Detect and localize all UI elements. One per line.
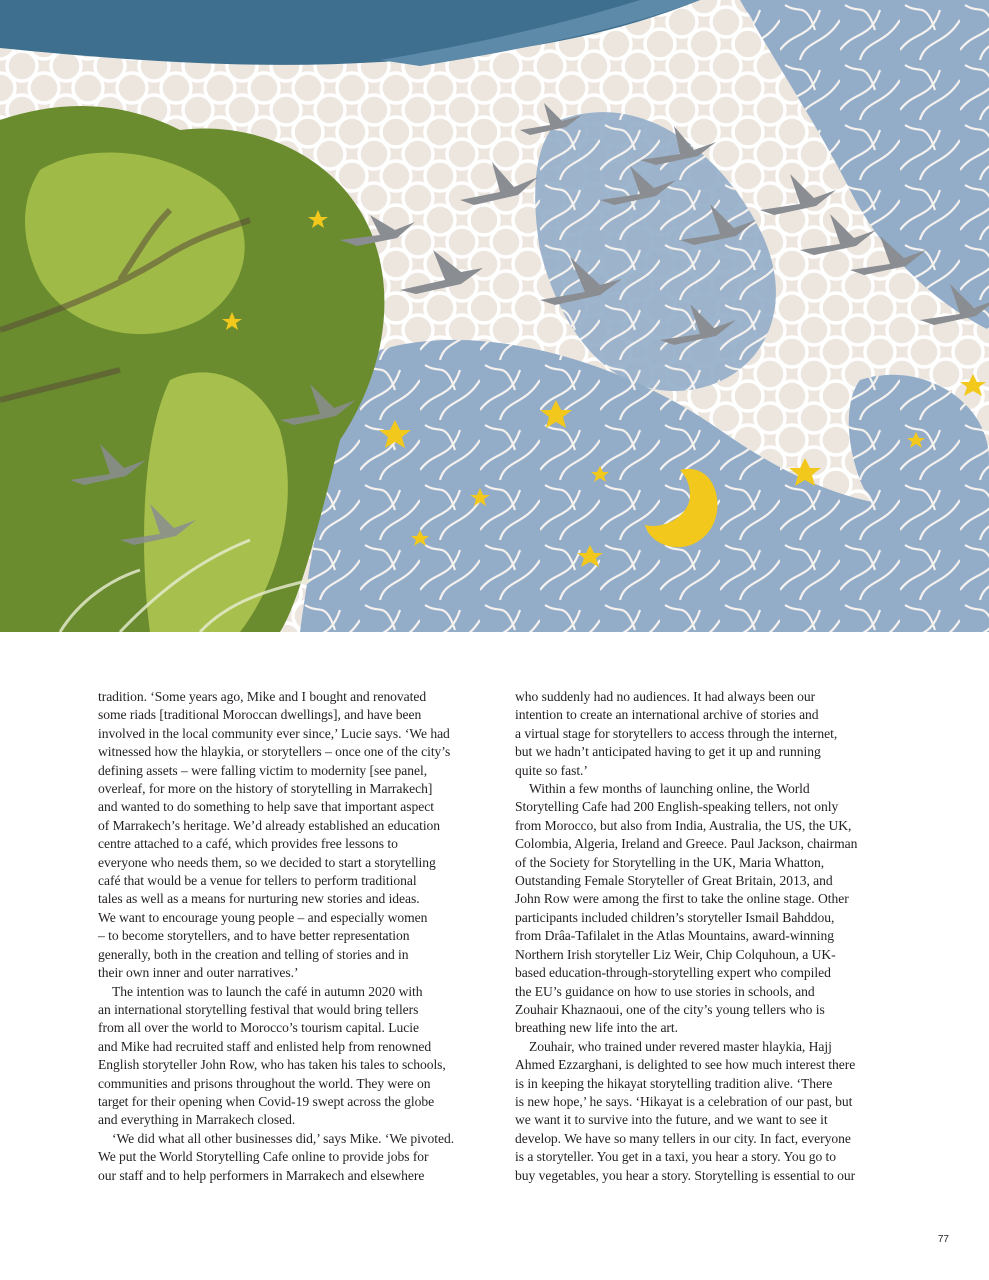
text-line: communities and prisons throughout the world. They were on — [98, 1075, 431, 1091]
text-line: and wanted to do something to help save that important aspect — [98, 799, 434, 815]
text-line: based education-through-storytelling expert who compiled — [515, 965, 831, 981]
text-line: Within a few months of launching online, the World — [529, 781, 810, 797]
text-line: but we hadn’t anticipated having to get it up and running — [515, 744, 821, 760]
text-line: – to become storytellers, and to have better representation — [98, 928, 410, 944]
text-line: a virtual stage for storytellers to access through the internet, — [515, 725, 838, 741]
text-line: Outstanding Female Storyteller of Great Britain, 2013, and — [515, 873, 833, 889]
article-left-column — [98, 688, 488, 1185]
text-line: is new hope,’ he says. ‘Hikayat is a celebration of our past, but — [515, 1093, 853, 1109]
article-right-column — [515, 688, 905, 1185]
text-line: from Morocco, but also from India, Australia, the US, the UK, — [515, 817, 852, 833]
text-line: centre attached to a café, which provides free lessons to — [98, 836, 398, 852]
text-line: tales as well as a means for nurturing new stories and ideas. — [98, 891, 420, 907]
text-line: of the Society for Storytelling in the UK, Maria Whatton, — [515, 854, 825, 870]
text-line: breathing new life into the art. — [515, 1020, 678, 1036]
paragraph — [98, 688, 488, 983]
text-line: their own inner and outer narratives.’ — [98, 965, 299, 981]
paragraph — [98, 1130, 488, 1185]
text-line: Northern Irish storyteller Liz Weir, Chip Colquhoun, a UK- — [515, 946, 836, 962]
text-line: defining assets – were falling victim to modernity [see panel, — [98, 762, 428, 778]
text-line: witnessed how the hlaykia, or storytellers – once one of the city’s — [98, 744, 451, 760]
text-line: Ahmed Ezzarghani, is delighted to see how much interest there — [515, 1057, 856, 1073]
text-line: some riads [traditional Moroccan dwellings], and have been — [98, 707, 422, 723]
text-line: develop. We have so many tellers in our city. In fact, everyone — [515, 1130, 851, 1146]
text-line: from Drâa-Tafilalet in the Atlas Mountains, award-winning — [515, 928, 834, 944]
text-line: Zouhair Khaznaoui, one of the city’s young tellers who is — [515, 1001, 825, 1017]
text-line: ‘We did what all other businesses did,’ says Mike. ‘We pivoted. — [112, 1130, 455, 1146]
text-line: generally, both in the creation and telling of stories and in — [98, 946, 409, 962]
text-line: We put the World Storytelling Cafe online to provide jobs for — [98, 1149, 429, 1165]
text-line: from all over the world to Morocco’s tourism capital. Lucie — [98, 1020, 419, 1036]
text-line: quite so fast.’ — [515, 762, 588, 778]
text-line: John Row were among the first to take the online stage. Other — [515, 891, 849, 907]
paragraph — [98, 983, 488, 1130]
text-line: buy vegetables, you hear a story. Storytelling is essential to our — [515, 1167, 856, 1183]
text-line: The intention was to launch the café in autumn 2020 with — [112, 983, 423, 999]
storytelling-illustration — [0, 0, 989, 632]
text-line: of Marrakech’s heritage. We’d already established an education — [98, 817, 441, 833]
text-line: intention to create an international archive of stories and — [515, 707, 819, 723]
text-line: tradition. ‘Some years ago, Mike and I bought and renovated — [98, 689, 427, 704]
text-line: is a storyteller. You get in a taxi, you hear a story. You go to — [515, 1149, 837, 1165]
text-line: English storyteller John Row, who has taken his tales to schools, — [98, 1057, 446, 1073]
text-line: the EU’s guidance on how to use stories in schools, and — [515, 983, 815, 999]
text-line: an international storytelling festival that would bring tellers — [98, 1001, 419, 1017]
text-line: target for their opening when Covid-19 swept across the globe — [98, 1093, 435, 1109]
text-line: Storytelling Cafe had 200 English-speaking tellers, not only — [515, 799, 839, 815]
text-line: overleaf, for more on the history of storytelling in Marrakech] — [98, 781, 433, 797]
text-line: Colombia, Algeria, Ireland and Greece. Paul Jackson, chairman — [515, 836, 858, 852]
text-line: and Mike had recruited staff and enlisted help from renowned — [98, 1038, 432, 1054]
text-line: is in keeping the hikayat storytelling tradition alive. ‘There — [515, 1075, 833, 1091]
text-line: We want to encourage young people – and especially women — [98, 909, 428, 925]
text-line: and everything in Marrakech closed. — [98, 1112, 296, 1128]
text-line: involved in the local community ever since,’ Lucie says. ‘We had — [98, 725, 450, 741]
text-line: who suddenly had no audiences. It had always been our — [515, 689, 816, 704]
text-line: everyone who needs them, so we decided to start a storytelling — [98, 854, 436, 870]
page-number: 77 — [937, 1234, 949, 1245]
text-line: we want it to survive into the future, and we want to see it — [515, 1112, 828, 1128]
text-line: participants included children’s storyteller Ismail Bahddou, — [515, 909, 835, 925]
paragraph — [515, 1038, 905, 1185]
text-line: café that would be a venue for tellers to perform traditional — [98, 873, 417, 889]
paragraph — [515, 688, 905, 780]
text-line: our staff and to help performers in Marrakech and elsewhere — [98, 1167, 425, 1183]
text-line: Zouhair, who trained under revered master hlaykia, Hajj — [529, 1038, 832, 1054]
paragraph — [515, 780, 905, 1038]
